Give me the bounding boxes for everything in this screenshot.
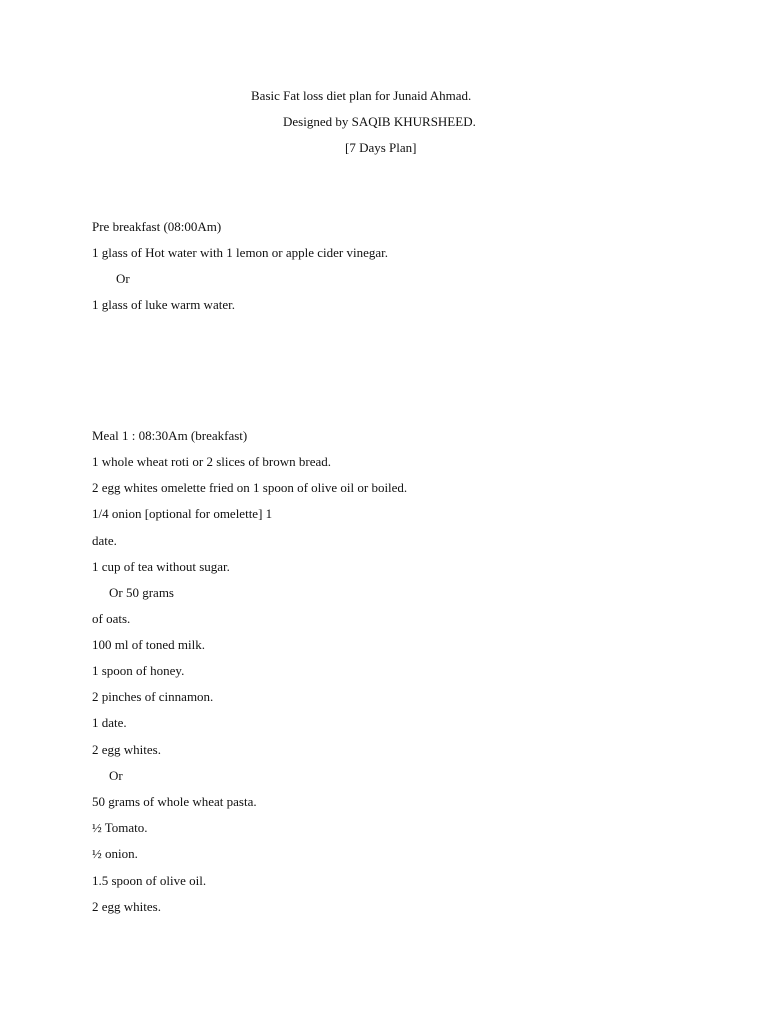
pre-breakfast-or: Or xyxy=(116,271,130,286)
meal1-line: 1 date. xyxy=(92,715,127,730)
plan-duration: [7 Days Plan] xyxy=(345,140,417,155)
meal1-line: 1/4 onion [optional for omelette] 1 xyxy=(92,506,273,521)
meal1-line: ½ Tomato. xyxy=(92,820,148,835)
meal1-line: 2 pinches of cinnamon. xyxy=(92,689,214,704)
meal1-line: date. xyxy=(92,533,117,548)
meal1-line: 2 egg whites omelette fried on 1 spoon of olive oil or boiled. xyxy=(92,480,408,495)
meal1-line: 1 spoon of honey. xyxy=(92,663,185,678)
meal1-line: 50 grams of whole wheat pasta. xyxy=(92,794,257,809)
meal1-line: 2 egg whites. xyxy=(92,742,161,757)
pre-breakfast-heading: Pre breakfast (08:00Am) xyxy=(92,219,222,234)
meal1-line: ½ onion. xyxy=(92,846,138,861)
meal1-line: 1.5 spoon of olive oil. xyxy=(92,873,207,888)
meal1-line: 1 cup of tea without sugar. xyxy=(92,559,230,574)
designer-credit: Designed by SAQIB KHURSHEED. xyxy=(283,114,476,129)
meal1-heading: Meal 1 : 08:30Am (breakfast) xyxy=(92,428,248,443)
meal1-or: Or xyxy=(109,768,123,783)
pre-breakfast-line: 1 glass of Hot water with 1 lemon or apple cider vinegar. xyxy=(92,245,389,260)
meal1-line: 100 ml of toned milk. xyxy=(92,637,206,652)
pre-breakfast-line: 1 glass of luke warm water. xyxy=(92,297,235,312)
plan-title: Basic Fat loss diet plan for Junaid Ahmad. xyxy=(251,88,472,103)
meal1-line: 2 egg whites. xyxy=(92,899,161,914)
meal1-line: of oats. xyxy=(92,611,131,626)
meal1-or: Or 50 grams xyxy=(109,585,174,600)
meal1-line: 1 whole wheat roti or 2 slices of brown bread. xyxy=(92,454,331,469)
